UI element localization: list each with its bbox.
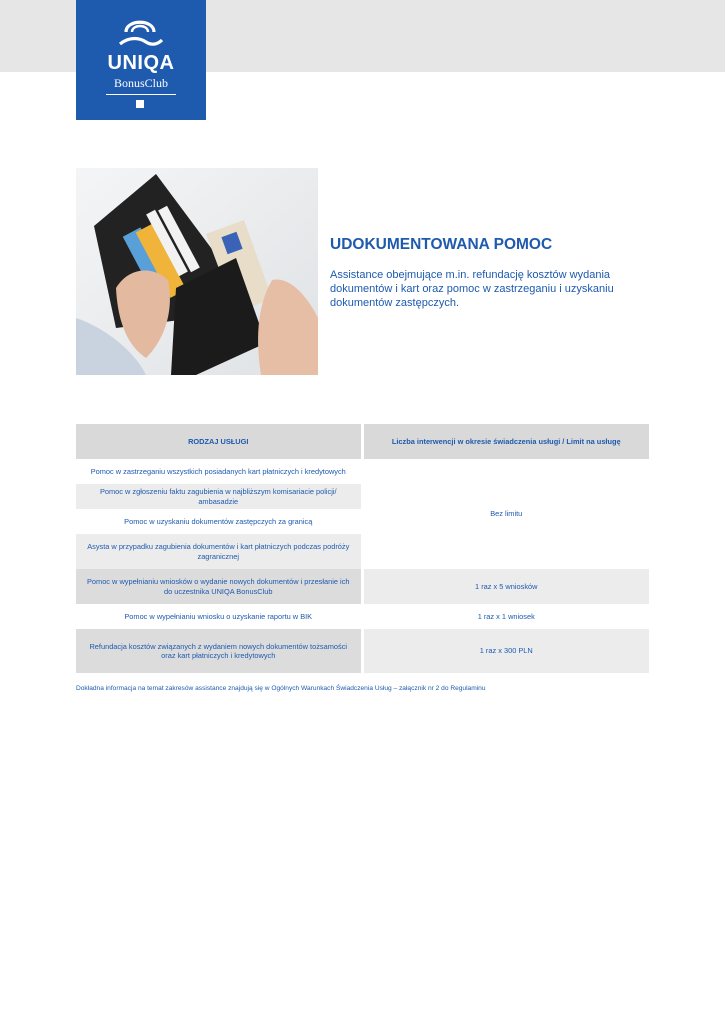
column-header-service: RODZAJ USŁUGI — [76, 424, 362, 459]
uniqa-emblem-icon — [116, 16, 164, 48]
logo-subtitle: BonusClub — [113, 76, 168, 90]
service-cell: Pomoc w wypełnianiu wniosku o uzyskanie raportu w BIK — [76, 604, 362, 629]
uniqa-logo — [76, 0, 206, 120]
footnote: Dokładna informacja na temat zakresów assistance znajdują się w Ogólnych Warunkach Świadczenia Usług – załącznik nr 2 do Regulaminu — [76, 685, 486, 692]
page-title: UDOKUMENTOWANA POMOC — [330, 236, 553, 253]
table-row — [76, 604, 649, 629]
service-cell: Pomoc w zgłoszeniu faktu zagubienia w najbliższym komisariacie policji/ ambasadzie — [76, 484, 362, 509]
limit-cell: 1 raz x 300 PLN — [362, 629, 649, 673]
table-row — [76, 629, 649, 673]
service-cell: Pomoc w zastrzeganiu wszystkich posiadanych kart płatniczych i kredytowych — [76, 459, 362, 484]
limit-cell: Bez limitu — [362, 459, 649, 569]
service-cell: Pomoc w wypełnianiu wniosków o wydanie nowych dokumentów i przesłanie ich do uczestnika UNIQA BonusClub — [76, 569, 362, 604]
service-cell: Asysta w przypadku zagubienia dokumentów i kart płatniczych podczas podróży zagranicznej — [76, 534, 362, 569]
column-header-limit: Liczba interwencji w okresie świadczenia usługi / Limit na usługę — [362, 424, 649, 459]
logo-square-icon — [136, 100, 144, 108]
services-table — [76, 424, 649, 673]
logo-divider — [106, 94, 176, 95]
limit-cell: 1 raz x 5 wniosków — [362, 569, 649, 604]
table-header-row — [76, 424, 649, 459]
table-row — [76, 569, 649, 604]
service-cell: Refundacja kosztów związanych z wydaniem nowych dokumentów tożsamości oraz kart płatniczych i kredytowych — [76, 629, 362, 673]
table-row — [76, 459, 649, 484]
limit-cell: 1 raz x 1 wniosek — [362, 604, 649, 629]
service-cell: Pomoc w uzyskaniu dokumentów zastępczych za granicą — [76, 509, 362, 534]
logo-wordmark: UNIQA — [107, 52, 175, 74]
wallet-photo — [76, 168, 318, 375]
intro-text: Assistance obejmujące m.in. refundację kosztów wydania dokumentów i kart oraz pomoc w zastrzeganiu i uzyskaniu dokumentów zastępczych. — [330, 269, 614, 309]
